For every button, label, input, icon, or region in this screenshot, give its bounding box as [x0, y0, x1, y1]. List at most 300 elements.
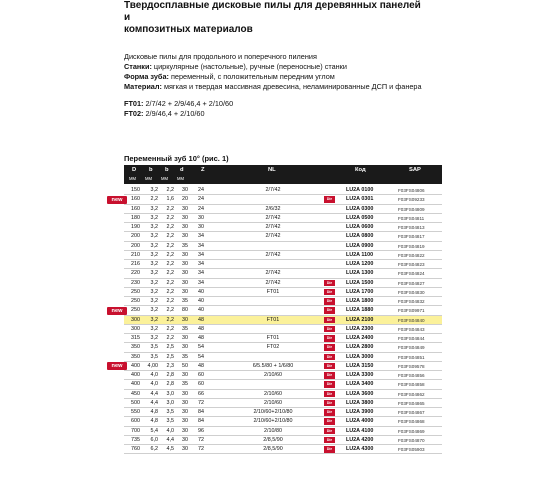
- cell-body-thickness: 2,2: [166, 187, 174, 193]
- cell-kerf: 3,2: [150, 224, 158, 230]
- cell-code: LU2A 2300: [346, 325, 374, 332]
- cell-bore: 30: [182, 270, 188, 277]
- table-row: [124, 297, 442, 306]
- cell-teeth: 48: [198, 316, 204, 323]
- ft02-label: FT02:: [124, 109, 144, 118]
- cell-teeth: 34: [198, 270, 204, 277]
- cell-sap: F03FS04851: [398, 354, 425, 360]
- document-header: [124, 0, 424, 119]
- cell-teeth: 72: [198, 399, 204, 406]
- header-sap: SAP: [409, 167, 421, 173]
- table-row: [124, 306, 442, 315]
- cell-body-thickness: 2,2: [166, 261, 174, 267]
- table-row: [124, 316, 442, 325]
- cell-code: LU2A 0800: [346, 233, 374, 240]
- cell-body-thickness: 2,8: [166, 381, 174, 388]
- cell-sap: F03FS04822: [398, 252, 425, 258]
- cell-nl: 2/10/60+2/10/80: [253, 418, 293, 425]
- cell-sap: F03FS04830: [398, 289, 425, 295]
- cell-sap: F03FS04862: [398, 391, 425, 397]
- cell-teeth: 34: [198, 251, 204, 258]
- cell-body-thickness: 2,2: [166, 288, 174, 295]
- cell-teeth: 40: [198, 307, 204, 314]
- cell-sap: F03FS04865: [398, 400, 425, 406]
- cell-sap: F03FS04844: [398, 336, 425, 341]
- flag-icon: D/e: [324, 298, 335, 305]
- flag-icon: D/e: [324, 391, 335, 398]
- flag-icon: D/e: [324, 418, 335, 425]
- cell-teeth: 48: [198, 335, 204, 341]
- cell-diameter: 550: [131, 409, 140, 415]
- cell-teeth: 48: [198, 362, 204, 369]
- table-row: [124, 242, 442, 251]
- cell-body-thickness: 3,5: [166, 418, 174, 425]
- cell-teeth: 24: [198, 205, 204, 212]
- cell-diameter: 400: [131, 362, 140, 369]
- cell-code: LU2A 2800: [346, 344, 374, 351]
- table-row: [124, 195, 442, 204]
- cell-nl: 2/10/60: [264, 372, 282, 378]
- cell-diameter: 315: [131, 335, 140, 341]
- cell-body-thickness: 2,2: [166, 270, 174, 277]
- table-row: [124, 334, 442, 343]
- cell-diameter: 350: [131, 344, 140, 351]
- cell-bore: 30: [182, 390, 188, 397]
- cell-diameter: 300: [131, 316, 140, 323]
- header-z: Z: [201, 167, 205, 173]
- table-row: [124, 436, 442, 445]
- material-value: мягкая и твердая массивная древесина, неламинированные ДСП и фанера: [161, 82, 422, 91]
- cell-nl: 2/6/32: [265, 205, 281, 212]
- cell-bore: 30: [182, 205, 188, 212]
- table-row: [124, 288, 442, 297]
- cell-sap: F03FS05903: [398, 447, 425, 452]
- cell-kerf: 5,4: [150, 427, 158, 434]
- cell-sap: F03FS04840: [398, 317, 425, 323]
- cell-kerf: 3,2: [150, 233, 158, 240]
- cell-nl: 2/7/42: [265, 214, 281, 221]
- cell-code: LU2A 0600: [346, 224, 374, 230]
- cell-kerf: 3,5: [150, 353, 158, 360]
- cell-body-thickness: 2,2: [166, 251, 174, 258]
- machines-label: Станки:: [124, 62, 152, 71]
- cell-nl: FT01: [266, 335, 280, 341]
- cell-bore: 30: [182, 409, 188, 415]
- flag-icon: D/e: [324, 335, 335, 342]
- cell-diameter: 250: [131, 298, 140, 304]
- cell-sap: F03FS04819: [398, 243, 425, 249]
- cell-bore: 30: [182, 214, 188, 221]
- cell-body-thickness: 2,2: [166, 298, 174, 304]
- cell-body-thickness: 2,2: [166, 224, 174, 230]
- cell-sap: F03FS04809: [398, 206, 425, 212]
- flag-icon: D/e: [324, 307, 335, 314]
- cell-bore: 30: [182, 279, 188, 286]
- table-row: [124, 445, 442, 454]
- cell-code: LU2A 2400: [346, 335, 374, 341]
- flag-icon: D/e: [324, 437, 335, 444]
- cell-body-thickness: 2,2: [166, 316, 174, 323]
- cell-nl: 2/7/42: [265, 279, 281, 286]
- cell-code: LU2A 3400: [346, 381, 374, 388]
- flag-icon: D/e: [324, 400, 335, 407]
- material-label: Материал:: [124, 82, 162, 91]
- table-row: [124, 279, 442, 288]
- table-row: [124, 214, 442, 223]
- cell-bore: 30: [182, 399, 188, 406]
- cell-kerf: 3,2: [150, 325, 158, 332]
- cell-nl: FT01: [266, 316, 280, 323]
- flag-icon: D/e: [324, 381, 335, 388]
- cell-body-thickness: 2,8: [166, 372, 174, 378]
- machines-line: [124, 62, 424, 72]
- cell-code: LU2A 0900: [346, 242, 374, 249]
- cell-bore: 30: [182, 372, 188, 378]
- cell-code: LU2A 3800: [346, 399, 374, 406]
- cell-sap: F03FS09578: [398, 363, 425, 369]
- cell-sap: F03FS04849: [398, 345, 425, 351]
- cell-body-thickness: 4,0: [166, 427, 174, 434]
- cell-code: LU2A 1700: [346, 288, 374, 295]
- cell-body-thickness: 2,2: [166, 205, 174, 212]
- cell-kerf: 3,2: [150, 242, 158, 249]
- cell-code: LU2A 3600: [346, 390, 374, 397]
- cell-kerf: 3,2: [150, 261, 158, 267]
- cell-teeth: 34: [198, 261, 204, 267]
- machines-value: циркулярные (настольные), ручные (переносные) станки: [151, 62, 347, 71]
- cell-sap: F03FS04813: [398, 225, 425, 230]
- cell-diameter: 500: [131, 399, 140, 406]
- cell-teeth: 72: [198, 446, 204, 452]
- table-subtitle: Переменный зуб 10° (рис. 1): [124, 154, 229, 163]
- cell-diameter: 735: [131, 436, 140, 443]
- cell-diameter: 230: [131, 279, 140, 286]
- tooth-form-line: [124, 72, 424, 82]
- description-line: Дисковые пилы для продольного и поперечного пиления: [124, 52, 317, 61]
- cell-teeth: 60: [198, 372, 204, 378]
- cell-sap: F03FS04827: [398, 280, 425, 286]
- cell-nl: 2/10/80: [264, 427, 282, 434]
- ft01-value: 2/7/42 + 2/9/46,4 + 2/10/60: [143, 99, 234, 108]
- cell-diameter: 200: [131, 233, 140, 240]
- cell-body-thickness: 2,2: [166, 214, 174, 221]
- cell-diameter: 350: [131, 353, 140, 360]
- cell-bore: 35: [182, 353, 188, 360]
- cell-body-thickness: 2,2: [166, 335, 174, 341]
- table-row: [124, 380, 442, 389]
- cell-code: LU2A 1300: [346, 270, 374, 277]
- table-row: [124, 417, 442, 426]
- cell-diameter: 250: [131, 288, 140, 295]
- table-row: [124, 362, 442, 371]
- cell-sap: F03FS04867: [398, 410, 425, 415]
- cell-kerf: 3,2: [150, 187, 158, 193]
- cell-bore: 30: [182, 224, 188, 230]
- cell-diameter: 216: [131, 261, 140, 267]
- cell-code: LU2A 3900: [346, 409, 374, 415]
- flag-icon: D/e: [324, 446, 335, 453]
- table-row: [124, 260, 442, 269]
- table-row: [124, 251, 442, 260]
- cell-kerf: 3,2: [150, 307, 158, 314]
- cell-teeth: 24: [198, 187, 204, 193]
- cell-body-thickness: 4,4: [166, 436, 174, 443]
- table-row: [124, 186, 442, 195]
- cell-code: LU2A 0300: [346, 205, 374, 212]
- cell-diameter: 160: [131, 196, 140, 203]
- cell-diameter: 400: [131, 381, 140, 388]
- tooth-form-label: Форма зуба:: [124, 72, 169, 81]
- cell-teeth: 40: [198, 288, 204, 295]
- cell-kerf: 4,00: [147, 362, 158, 369]
- table-row: [124, 390, 442, 399]
- cell-teeth: 96: [198, 427, 204, 434]
- title-line-2: композитных материалов: [124, 24, 253, 35]
- cell-bore: 30: [182, 187, 188, 193]
- table-row: [124, 371, 442, 380]
- cell-bore: 30: [182, 436, 188, 443]
- cell-sap: F03FS09971: [398, 308, 425, 314]
- cell-code: LU2A 3150: [346, 362, 374, 369]
- cell-diameter: 180: [131, 214, 140, 221]
- cell-kerf: 3,2: [150, 279, 158, 286]
- header-nl: NL: [268, 167, 276, 173]
- cell-kerf: 3,2: [150, 270, 158, 277]
- cell-code: LU2A 4100: [346, 427, 374, 434]
- cell-teeth: 34: [198, 233, 204, 240]
- new-badge: new: [107, 307, 127, 315]
- cell-nl: FT01: [266, 288, 280, 295]
- cell-teeth: 84: [198, 409, 204, 415]
- cell-sap: F03FS09233: [398, 197, 425, 203]
- cell-body-thickness: 3,0: [166, 399, 174, 406]
- cell-body-thickness: 2,2: [166, 279, 174, 286]
- title-line-1: Твердосплавные дисковые пилы для деревянных панелей и: [124, 0, 421, 23]
- cell-teeth: 72: [198, 436, 204, 443]
- cell-diameter: 450: [131, 390, 140, 397]
- flag-icon: D/e: [324, 372, 335, 379]
- flag-icon: D/e: [324, 344, 335, 351]
- cell-nl: 2/10/60: [264, 390, 282, 397]
- cell-diameter: 220: [131, 270, 140, 277]
- cell-nl: 2/7/42: [265, 251, 281, 258]
- cell-diameter: 250: [131, 307, 140, 314]
- cell-code: LU2A 4300: [346, 446, 374, 452]
- cell-sap: F03FS04832: [398, 299, 425, 304]
- table-row: [124, 223, 442, 232]
- cell-code: LU2A 4000: [346, 418, 374, 425]
- cell-diameter: 190: [131, 224, 140, 230]
- table-row: [124, 205, 442, 214]
- cell-code: LU2A 1880: [346, 307, 374, 314]
- description-block: [124, 52, 424, 92]
- cell-diameter: 300: [131, 325, 140, 332]
- cell-bore: 30: [182, 427, 188, 434]
- cell-sap: F03FS04856: [398, 373, 425, 378]
- cell-bore: 30: [182, 261, 188, 267]
- cell-body-thickness: 2,5: [166, 344, 174, 351]
- cell-nl: 2/8,5/90: [263, 436, 283, 443]
- cell-sap: F03FS04868: [398, 419, 425, 425]
- cell-nl: 6/5.5/80 + 1/6/80: [252, 362, 294, 369]
- cell-sap: F03FS04806: [398, 188, 425, 193]
- table-row: [124, 399, 442, 408]
- flag-icon: D/e: [324, 289, 335, 296]
- table-row: [124, 343, 442, 352]
- cell-nl: 2/7/42: [265, 270, 281, 277]
- ft02-value: 2/9/46,4 + 2/10/60: [143, 109, 205, 118]
- cell-code: LU2A 1100: [346, 251, 374, 258]
- cell-body-thickness: 2,2: [166, 307, 174, 314]
- cell-kerf: 4,8: [150, 409, 158, 415]
- tooth-codes-block: [124, 99, 424, 119]
- cell-sap: F03FS04823: [398, 262, 425, 267]
- cell-kerf: 4,4: [150, 390, 158, 397]
- header-bb-unit: MM: [161, 176, 168, 181]
- cell-sap: F03FS04843: [398, 326, 425, 332]
- header-d-unit: MM: [129, 176, 136, 181]
- cell-kerf: 3,2: [150, 298, 158, 304]
- header-dd: d: [180, 167, 184, 173]
- cell-kerf: 3,2: [150, 214, 158, 221]
- flag-icon: D/e: [324, 196, 335, 203]
- cell-nl: FT02: [266, 344, 280, 351]
- table-row: [124, 353, 442, 362]
- cell-kerf: 3,2: [150, 335, 158, 341]
- cell-body-thickness: 2,3: [166, 362, 174, 369]
- cell-bore: 30: [182, 344, 188, 351]
- flag-icon: D/e: [324, 317, 335, 324]
- table-row: [124, 325, 442, 334]
- cell-teeth: 54: [198, 353, 204, 360]
- cell-body-thickness: 3,5: [166, 409, 174, 415]
- cell-teeth: 40: [198, 298, 204, 304]
- cell-code: LU2A 0301: [346, 196, 374, 203]
- cell-bore: 30: [182, 418, 188, 425]
- new-badge: new: [107, 196, 127, 204]
- cell-teeth: 34: [198, 242, 204, 249]
- cell-sap: F03FS04817: [398, 234, 425, 240]
- cell-kerf: 4,4: [150, 399, 158, 406]
- cell-bore: 30: [182, 316, 188, 323]
- cell-body-thickness: 2,2: [166, 325, 174, 332]
- flag-icon: D/e: [324, 280, 335, 287]
- cell-code: LU2A 2100: [346, 316, 374, 323]
- cell-bore: 35: [182, 298, 188, 304]
- header-b-unit: MM: [145, 176, 152, 181]
- cell-nl: 2/7/42: [265, 224, 281, 230]
- cell-body-thickness: 2,5: [166, 353, 174, 360]
- cell-teeth: 84: [198, 418, 204, 425]
- cell-code: LU2A 0100: [346, 187, 374, 193]
- cell-teeth: 66: [198, 390, 204, 397]
- cell-kerf: 4,0: [150, 381, 158, 388]
- cell-code: LU2A 0500: [346, 214, 374, 221]
- cell-sap: F03FS04870: [398, 437, 425, 443]
- cell-bore: 30: [182, 335, 188, 341]
- tooth-form-value: переменный, с положительным передним углом: [168, 72, 335, 81]
- cell-bore: 30: [182, 251, 188, 258]
- cell-bore: 30: [182, 233, 188, 240]
- new-badge: new: [107, 362, 127, 370]
- flag-icon: D/e: [324, 363, 335, 370]
- cell-bore: 35: [182, 381, 188, 388]
- cell-diameter: 400: [131, 372, 140, 378]
- cell-sap: F03FS04824: [398, 271, 425, 277]
- cell-body-thickness: 2,2: [166, 233, 174, 240]
- cell-code: LU2A 4200: [346, 436, 374, 443]
- table-row: [124, 232, 442, 241]
- flag-icon: D/e: [324, 428, 335, 435]
- cell-teeth: 34: [198, 279, 204, 286]
- cell-kerf: 3,2: [150, 205, 158, 212]
- cell-kerf: 3,5: [150, 344, 158, 351]
- cell-bore: 80: [182, 307, 188, 314]
- cell-kerf: 4,0: [150, 372, 158, 378]
- material-line: [124, 82, 424, 92]
- cell-bore: 30: [182, 288, 188, 295]
- cell-sap: F03FS04869: [398, 428, 425, 434]
- table-row: [124, 269, 442, 278]
- flag-icon: D/e: [324, 409, 335, 416]
- cell-teeth: 30: [198, 224, 204, 230]
- ft02-line: [124, 109, 424, 119]
- flag-icon: D/e: [324, 354, 335, 361]
- cell-teeth: 60: [198, 381, 204, 388]
- header-bb: b: [165, 167, 169, 173]
- ft01-label: FT01:: [124, 99, 144, 108]
- header-b: b: [149, 167, 153, 173]
- cell-nl: 2/8,5/90: [263, 446, 283, 452]
- flag-icon: D/e: [324, 326, 335, 333]
- cell-kerf: 6,2: [150, 446, 158, 452]
- cell-kerf: 3,2: [150, 316, 158, 323]
- cell-kerf: 2,2: [150, 196, 158, 203]
- table-body: [111, 186, 442, 454]
- cell-code: LU2A 3300: [346, 372, 374, 378]
- cell-diameter: 150: [131, 187, 140, 193]
- cell-kerf: 4,8: [150, 418, 158, 425]
- cell-kerf: 3,2: [150, 251, 158, 258]
- cell-nl: 2/7/42: [265, 187, 281, 193]
- cell-code: LU2A 3000: [346, 353, 374, 360]
- cell-diameter: 600: [131, 418, 140, 425]
- header-dd-unit: MM: [177, 176, 184, 181]
- cell-teeth: 24: [198, 196, 204, 203]
- cell-code: LU2A 1500: [346, 279, 374, 286]
- cell-bore: 50: [182, 362, 188, 369]
- cell-kerf: 6,0: [150, 436, 158, 443]
- cell-kerf: 3,2: [150, 288, 158, 295]
- cell-code: LU2A 1200: [346, 261, 374, 267]
- cell-bore: 30: [182, 446, 188, 452]
- table-row: [124, 408, 442, 417]
- cell-diameter: 700: [131, 427, 140, 434]
- cell-teeth: 48: [198, 325, 204, 332]
- cell-diameter: 760: [131, 446, 140, 452]
- cell-diameter: 210: [131, 251, 140, 258]
- cell-sap: F03FS04811: [398, 215, 425, 221]
- cell-bore: 35: [182, 242, 188, 249]
- table-header: [124, 165, 442, 184]
- cell-diameter: 160: [131, 205, 140, 212]
- cell-body-thickness: 4,5: [166, 446, 174, 452]
- table-row: [124, 427, 442, 436]
- cell-body-thickness: 3,0: [166, 390, 174, 397]
- cell-code: LU2A 1800: [346, 298, 374, 304]
- cell-bore: 20: [182, 196, 188, 203]
- cell-nl: 2/7/42: [265, 233, 281, 240]
